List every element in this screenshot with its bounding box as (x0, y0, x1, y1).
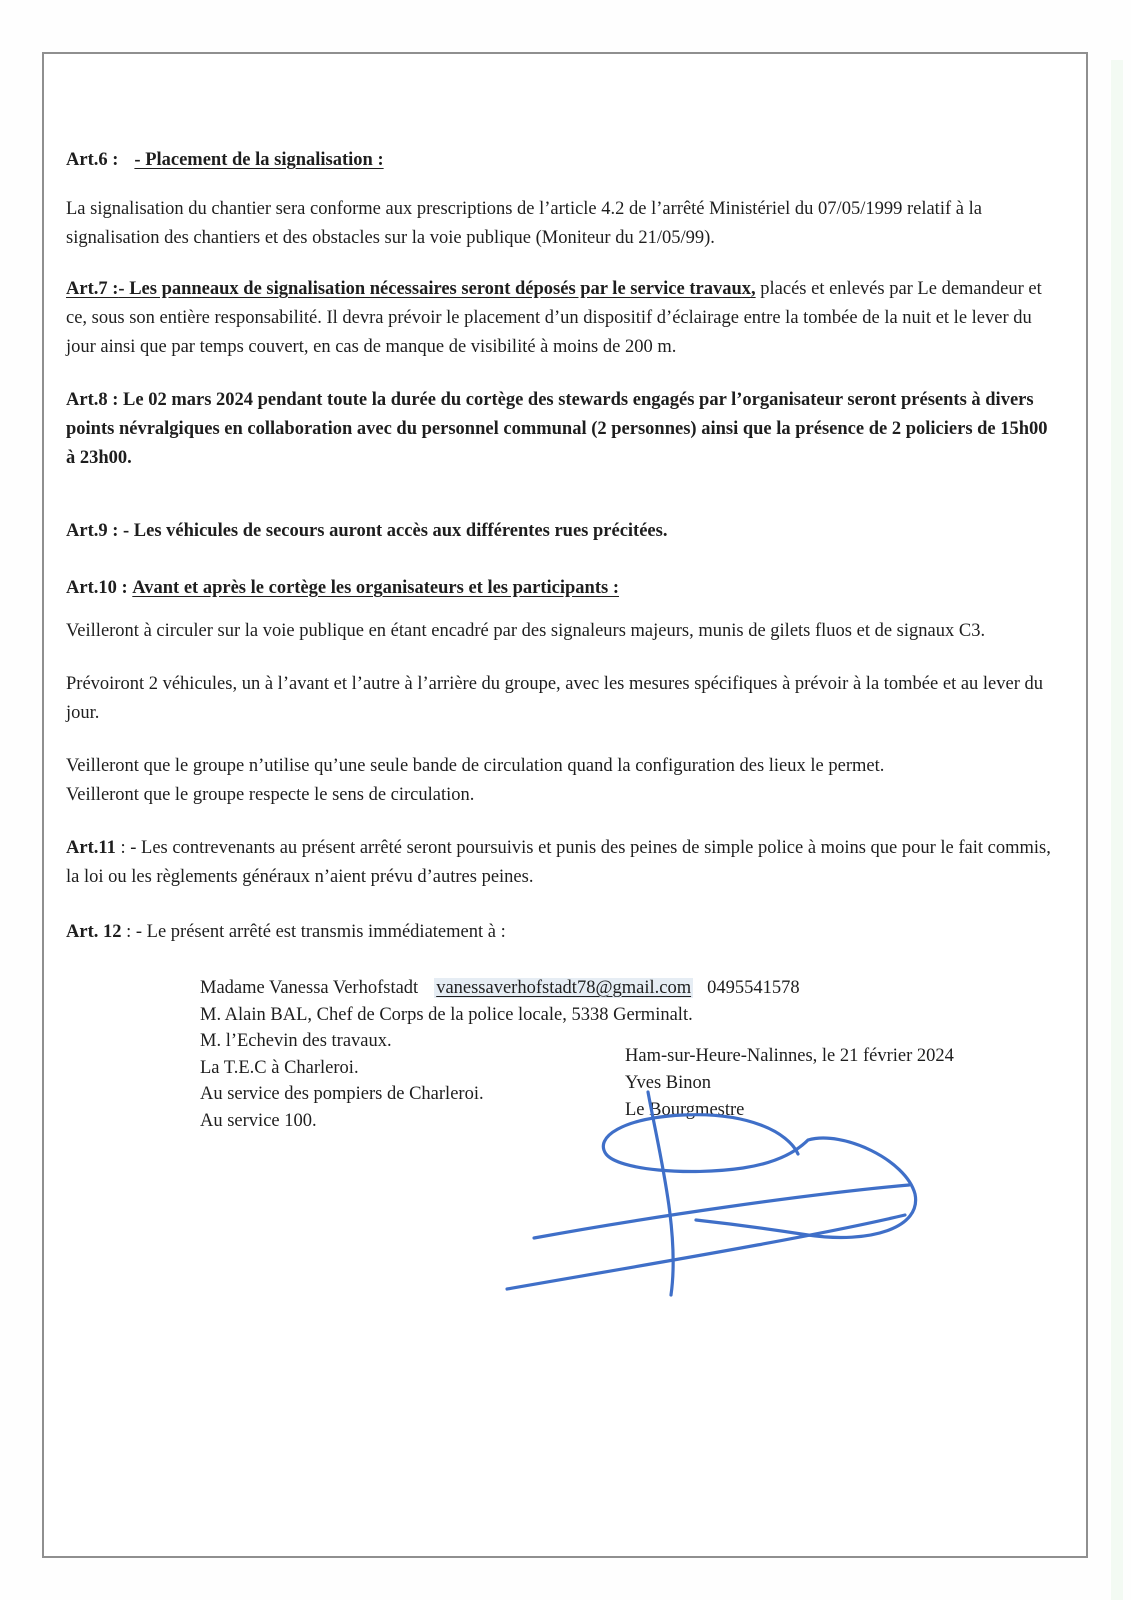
article-7-text: placés et enlevés par Le demandeur et ce, sous son entière responsabilité. Il devra prévoir le placement d’un dispositif d’éclairage entre la tombée de la nuit et le lever du jour ainsi que par temps couvert, en cas de manque de visibilité à moins de 200 m. (66, 279, 1042, 357)
article-6-title: - Placement de la signalisation : (134, 150, 384, 170)
recipient-line: La T.E.C à Charleroi. (200, 1057, 359, 1078)
recipient-line: M. l’Echevin des travaux. (200, 1031, 392, 1051)
recipient-line: Au service 100. (200, 1110, 317, 1131)
recipient-line (200, 975, 1058, 1002)
veilleront-2-line-1: Veilleront que le groupe n’utilise qu’une seule bande de circulation quand la configuration des lieux le permet. (66, 756, 885, 776)
closing-block (625, 1043, 954, 1124)
signer-title: Le Bourgmestre (625, 1100, 745, 1120)
article-12-label: Art. 12 (66, 922, 122, 942)
article-9-paragraph: Art.9 : - Les véhicules de secours auront accès aux différentes rues précitées. (66, 521, 668, 541)
recipient-line: M. Alain BAL, Chef de Corps de la police locale, 5338 Germinalt. (200, 1004, 693, 1025)
recipient-phone: 0495541578 (707, 978, 800, 998)
article-11-text: : - Les contrevenants au présent arrêté seront poursuivis et punis des peines de simple police à moins que pour le fait commis, la loi ou les règlements généraux n’aient prévu d’autres peines. (66, 838, 1051, 887)
article-12-paragraph (66, 918, 1058, 947)
paragraph-veilleront-1: Veilleront à circuler sur la voie publique en étant encadré par des signaleurs majeurs, munis de gilets fluos et de signaux C3. (66, 621, 986, 641)
recipient-line: Au service des pompiers de Charleroi. (200, 1084, 484, 1104)
article-6-heading (66, 146, 1058, 175)
document-body (66, 146, 1058, 1134)
paragraph-signalisation: La signalisation du chantier sera conforme aux prescriptions de l’article 4.2 de l’arrêté Ministériel du 07/05/1999 relatif à la signalisation des chantiers et des obstacles sur la voie publique (Moniteur du 21/05/99). (66, 199, 982, 248)
article-10-label: Art.10 : (66, 578, 128, 598)
article-10-title: Avant et après le cortège les organisateurs et les participants : (132, 578, 619, 598)
veilleront-2-line-2: Veilleront que le groupe respecte le sens de circulation. (66, 785, 475, 805)
article-7-underlined: - Les panneaux de signalisation nécessaires seront déposés par le service travaux, (118, 279, 756, 299)
place-date-line: Ham-sur-Heure-Nalinnes, le 21 février 2024 (625, 1046, 954, 1066)
scan-artifact-strip (1111, 60, 1123, 1600)
article-7-label: Art.7 : (66, 279, 119, 299)
paragraph-veilleront-2 (66, 752, 1058, 810)
recipient-email: vanessaverhofstadt78@gmail.com (436, 978, 692, 998)
article-11-paragraph (66, 834, 1058, 892)
article-11-label: Art.11 (66, 838, 116, 858)
article-8-paragraph: Art.8 : Le 02 mars 2024 pendant toute la durée du cortège des stewards engagés par l’organisateur seront présents à divers points névralgiques en collaboration avec du personnel communal (2 personnes) ainsi que la présence de 2 policiers de 15h00 à 23h00. (66, 390, 1048, 468)
article-10-heading (66, 574, 1058, 603)
recipient-name: Madame Vanessa Verhofstadt (200, 978, 419, 998)
article-6-label: Art.6 : (66, 150, 119, 170)
paragraph-prevoiront: Prévoiront 2 véhicules, un à l’avant et l’autre à l’arrière du groupe, avec les mesures spécifiques à prévoir à la tombée et au lever du jour. (66, 674, 1044, 723)
signer-name: Yves Binon (625, 1073, 712, 1093)
article-12-text: : - Le présent arrêté est transmis immédiatement à : (121, 922, 506, 942)
article-7-paragraph (66, 275, 1058, 362)
